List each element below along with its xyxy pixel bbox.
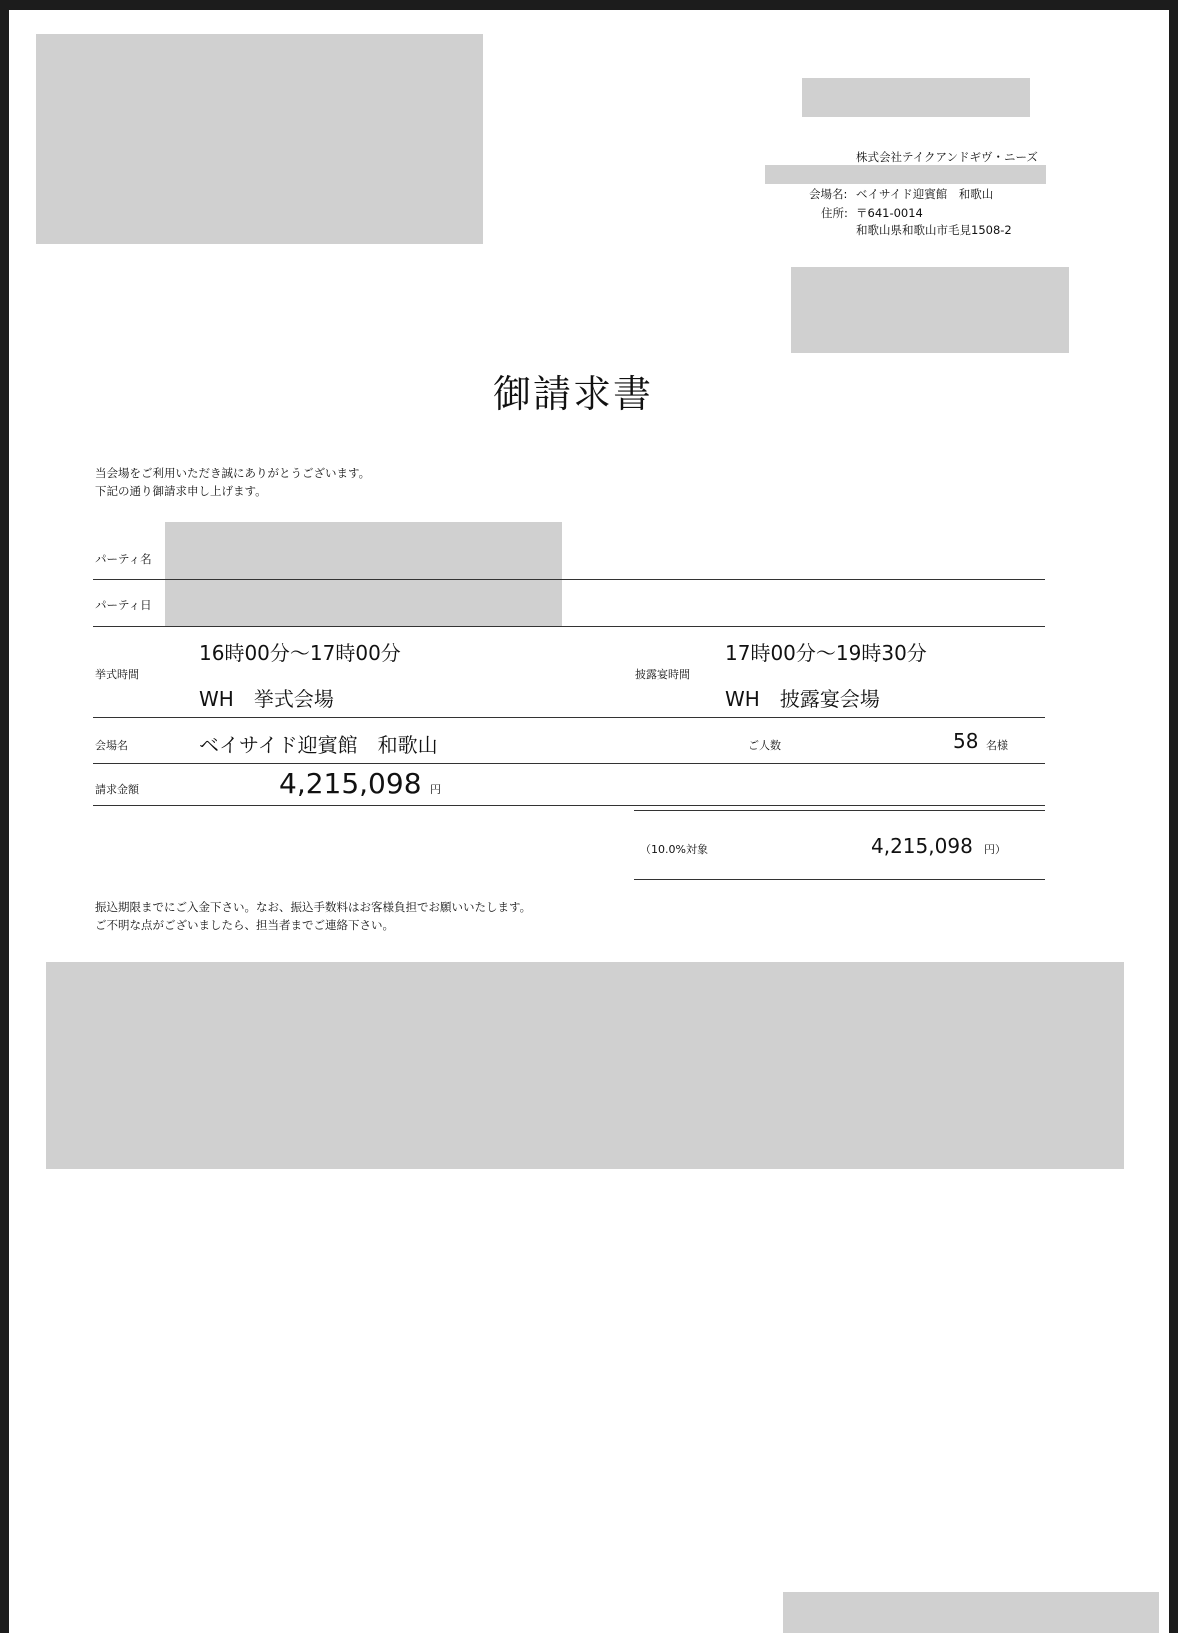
- issuer-address-label: 住所:: [821, 206, 848, 220]
- redacted-footer-block: [783, 1592, 1159, 1633]
- amount-label: 請求金額: [95, 783, 139, 796]
- greeting-line-2: 下記の通り御請求申し上げます。: [95, 484, 267, 498]
- issuer-address: 和歌山県和歌山市毛見1508-2: [856, 223, 1012, 237]
- issuer-company: 株式会社テイクアンドギヴ・ニーズ: [856, 150, 1038, 164]
- ceremony-place: WH 挙式会場: [199, 687, 334, 711]
- row-divider: [93, 579, 1045, 580]
- redacted-issuer-line: [765, 165, 1046, 184]
- redacted-recipient-block: [36, 34, 483, 244]
- reception-time: 17時00分～19時30分: [725, 641, 927, 665]
- row-divider: [93, 717, 1045, 718]
- row-divider: [93, 805, 1045, 806]
- row-divider: [93, 763, 1045, 764]
- issuer-venue-label: 会場名:: [809, 187, 848, 201]
- venue-name: ベイサイド迎賓館 和歌山: [199, 733, 438, 757]
- note-line-2: ご不明な点がございましたら、担当者までご連絡下さい。: [95, 918, 394, 932]
- greeting-line-1: 当会場をご利用いただき誠にありがとうございます。: [95, 466, 371, 480]
- tax-box-top: [634, 810, 1045, 811]
- document-title: 御請求書: [493, 372, 654, 416]
- tax-amount: 4,215,098: [871, 834, 973, 858]
- issuer-postal: 〒641-0014: [856, 206, 923, 220]
- redacted-bank-info: [46, 962, 1124, 1169]
- reception-time-label: 披露宴時間: [635, 668, 690, 681]
- party-name-label: パーティ名: [95, 552, 152, 566]
- redacted-seal-block: [791, 267, 1069, 353]
- note-line-1: 振込期限までにご入金下さい。なお、振込手数料はお客様負担でお願いいたします。: [95, 900, 532, 914]
- guests-count: 58: [953, 729, 979, 753]
- tax-box-bottom: [634, 879, 1045, 880]
- tax-unit: 円）: [984, 843, 1006, 856]
- reception-place: WH 披露宴会場: [725, 687, 880, 711]
- amount-value: 4,215,098: [279, 767, 422, 800]
- redacted-header-block: [802, 78, 1030, 117]
- guests-unit: 名様: [986, 739, 1008, 752]
- guests-label: ご人数: [748, 739, 781, 752]
- redacted-party-info: [165, 522, 562, 627]
- tax-label: （10.0%対象: [640, 843, 708, 856]
- issuer-venue-value: ベイサイド迎賓館 和歌山: [856, 187, 994, 201]
- venue-label: 会場名: [95, 739, 128, 752]
- amount-unit: 円: [430, 783, 441, 796]
- party-date-label: パーティ日: [95, 598, 152, 612]
- ceremony-time-label: 挙式時間: [95, 668, 139, 681]
- ceremony-time: 16時00分～17時00分: [199, 641, 401, 665]
- row-divider: [93, 626, 1045, 627]
- invoice-page: [9, 10, 1169, 1633]
